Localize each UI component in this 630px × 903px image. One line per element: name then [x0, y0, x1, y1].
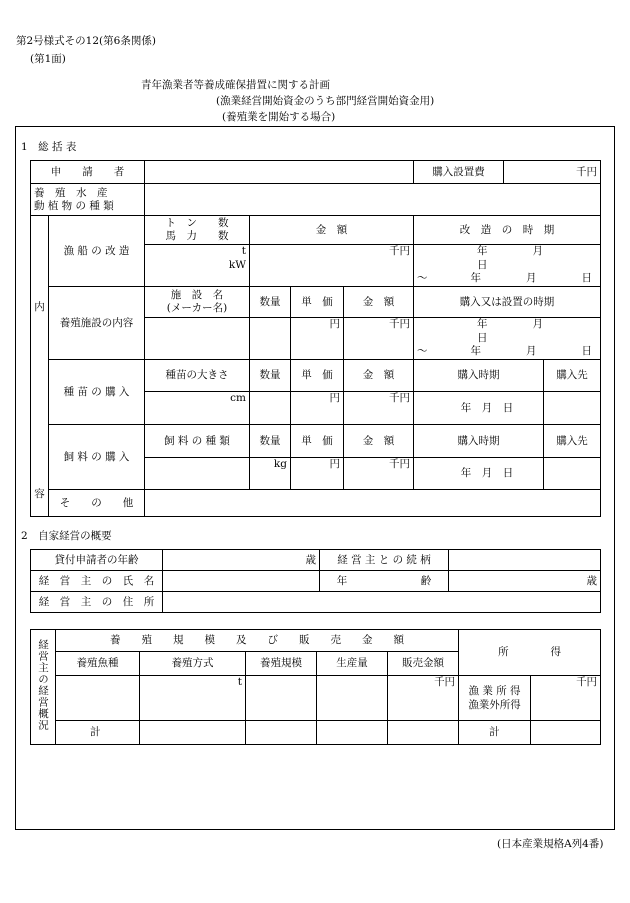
other-value[interactable] — [145, 489, 601, 516]
feed-amount-header: 金 額 — [344, 424, 414, 457]
facility-qty-value[interactable] — [250, 317, 291, 359]
scale-header: 養 殖 規 模 及 び 販 売 金 額 — [56, 630, 459, 652]
vessel-period-header: 改 造 の 時 期 — [414, 216, 601, 245]
seedling-supplier-value[interactable] — [544, 391, 601, 424]
feed-label: 飼 料 の 購 入 — [49, 424, 145, 489]
title-line-2: (漁業経営開始資金のうち部門経営開始資金用) — [216, 95, 435, 107]
facility-period-value[interactable]: 年 月日 ～ 年 月 日 — [414, 317, 601, 359]
species-value[interactable] — [56, 676, 140, 721]
feed-price-header: 単 価 — [291, 424, 344, 457]
facility-price-header: 単 価 — [291, 286, 344, 317]
seedling-period-header: 購入時期 — [414, 359, 544, 391]
owner-info-table — [30, 549, 601, 613]
feed-type-value[interactable] — [145, 457, 250, 489]
purchase-cost-label: 購入設置費 — [414, 161, 504, 184]
sales-value[interactable]: 千円 — [388, 676, 459, 721]
feed-date-value[interactable]: 年 月 日 — [414, 457, 544, 489]
owner-age-label: 年 齢 — [320, 571, 449, 592]
feed-supplier-header: 購入先 — [544, 424, 601, 457]
form-number: 第2号様式その12(第6条関係) — [16, 35, 156, 47]
seedling-size-value[interactable]: cm — [145, 391, 250, 424]
sales-col-header: 販売金額 — [388, 652, 459, 676]
facility-price-value[interactable]: 円 — [291, 317, 344, 359]
other-label: そ の 他 — [49, 489, 145, 516]
overview-side-label: 経営主の経営概況 — [31, 630, 56, 745]
applicant-label: 申 請 者 — [31, 161, 145, 184]
production-value[interactable] — [317, 676, 388, 721]
owner-name-value[interactable] — [163, 571, 320, 592]
feed-price-value[interactable]: 円 — [291, 457, 344, 489]
owner-address-label: 経 営 主 の 住 所 — [31, 592, 163, 613]
method-col-header: 養殖方式 — [140, 652, 246, 676]
tonnage-header: ト ン 数 馬 力 数 — [145, 216, 250, 245]
seedling-amount-value[interactable]: 千円 — [344, 391, 414, 424]
income-value[interactable]: 千円 — [531, 676, 601, 721]
facility-qty-header: 数量 — [250, 286, 291, 317]
facility-label: 養殖施設の内容 — [49, 286, 145, 359]
species-label: 養 殖 水 産 動 植 物 の 種 類 — [31, 184, 145, 216]
seedling-price-value[interactable]: 円 — [291, 391, 344, 424]
facility-name-value[interactable] — [145, 317, 250, 359]
income-total-label: 計 — [459, 721, 531, 745]
income-type-labels: 漁 業 所 得 漁業外所得 — [459, 676, 531, 721]
seedling-date-value[interactable]: 年 月 日 — [414, 391, 544, 424]
applicant-age-value[interactable]: 歳 — [163, 550, 320, 571]
section2-heading: 2 自家経営の概要 — [21, 530, 112, 542]
relation-label: 経 営 主 と の 続 柄 — [320, 550, 449, 571]
vessel-period-value[interactable]: 年 月日 ～ 年 月 日 — [414, 245, 601, 287]
seedling-amount-header: 金 額 — [344, 359, 414, 391]
applicant-age-label: 貸付申請者の年齢 — [31, 550, 163, 571]
owner-age-value[interactable]: 歳 — [449, 571, 601, 592]
feed-period-header: 購入時期 — [414, 424, 544, 457]
owner-name-label: 経 営 主 の 氏 名 — [31, 571, 163, 592]
income-header: 所 得 — [459, 630, 601, 676]
purchase-cost-unit: 千円 — [576, 165, 597, 178]
income-total-value[interactable] — [531, 721, 601, 745]
vessel-label: 漁 船 の 改 造 — [49, 216, 145, 287]
total-method[interactable] — [140, 721, 246, 745]
species-value[interactable] — [145, 184, 601, 216]
overview-table — [30, 629, 601, 745]
feed-amount-value[interactable]: 千円 — [344, 457, 414, 489]
inner-label: 内 容 — [31, 216, 49, 517]
tonnage-value[interactable]: t kW — [145, 245, 250, 287]
title-line-1: 青年漁業者等養成確保措置に関する計画 — [141, 79, 330, 91]
method-value[interactable]: t — [140, 676, 246, 721]
facility-amount-value[interactable]: 千円 — [344, 317, 414, 359]
feed-qty-value[interactable]: kg — [250, 457, 291, 489]
vessel-amount-header: 金 額 — [250, 216, 414, 245]
seedling-qty-value[interactable] — [250, 391, 291, 424]
relation-value[interactable] — [449, 550, 601, 571]
title-line-3: (養殖業を開始する場合) — [222, 111, 336, 123]
seedling-label: 種 苗 の 購 入 — [49, 359, 145, 424]
applicant-value[interactable] — [145, 161, 414, 184]
production-col-header: 生産量 — [317, 652, 388, 676]
seedling-size-header: 種苗の大きさ — [145, 359, 250, 391]
scale-col-header: 養殖規模 — [246, 652, 317, 676]
scale-value[interactable] — [246, 676, 317, 721]
section1-heading: 1 総 括 表 — [21, 141, 77, 153]
feed-qty-header: 数量 — [250, 424, 291, 457]
total-sales[interactable] — [388, 721, 459, 745]
page-label: (第1面) — [30, 53, 66, 65]
jis-note: (日本産業規格A列4番) — [497, 838, 604, 850]
owner-address-value[interactable] — [163, 592, 601, 613]
seedling-qty-header: 数量 — [250, 359, 291, 391]
purchase-cost-value[interactable] — [504, 161, 601, 184]
total-scale[interactable] — [246, 721, 317, 745]
facility-period-header: 購入又は設置の時期 — [414, 286, 601, 317]
summary-table — [30, 160, 601, 517]
seedling-supplier-header: 購入先 — [544, 359, 601, 391]
total-production[interactable] — [317, 721, 388, 745]
vessel-amount-value[interactable]: 千円 — [250, 245, 414, 287]
facility-amount-header: 金 額 — [344, 286, 414, 317]
facility-name-header: 施 設 名 (メーカー名) — [145, 286, 250, 317]
feed-supplier-value[interactable] — [544, 457, 601, 489]
species-col-header: 養殖魚種 — [56, 652, 140, 676]
total-label: 計 — [56, 721, 140, 745]
seedling-price-header: 単 価 — [291, 359, 344, 391]
feed-type-header: 飼 料 の 種 類 — [145, 424, 250, 457]
